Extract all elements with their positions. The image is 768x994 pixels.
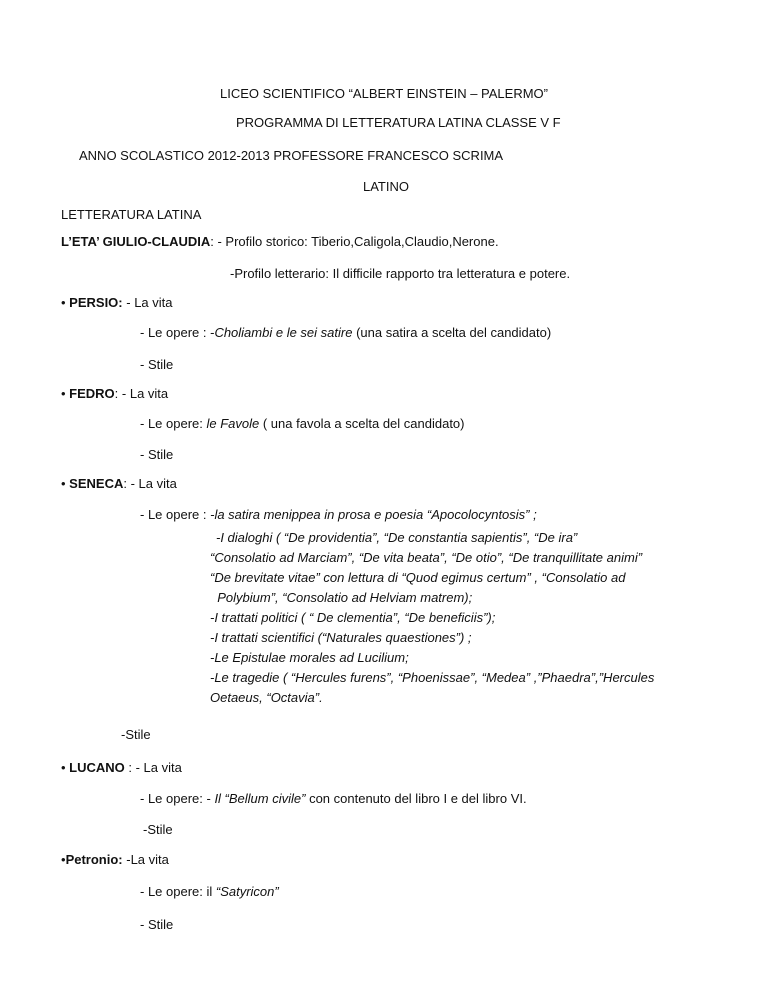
work-title: “Satyricon” bbox=[215, 884, 279, 899]
vita-item: : - La vita bbox=[123, 476, 177, 491]
opere-item: - Le opere: il “Satyricon” bbox=[140, 884, 279, 899]
bullet: • bbox=[61, 295, 70, 310]
work-line: -I trattati politici ( “ De clementia”, “De beneficiis”); bbox=[210, 610, 496, 625]
work-line: -I trattati scientifici (“Naturales quaestiones”) ; bbox=[210, 630, 472, 645]
author-lucano bbox=[61, 760, 182, 776]
author-persio bbox=[61, 295, 173, 311]
bullet: • bbox=[61, 386, 70, 401]
year-header: ANNO SCOLASTICO 2012-2013 PROFESSORE FRANCESCO SCRIMA bbox=[79, 148, 504, 163]
author-fedro bbox=[61, 386, 168, 402]
bullet: • bbox=[61, 476, 70, 491]
author-seneca bbox=[61, 476, 177, 492]
era-line bbox=[61, 234, 499, 250]
vita-item: : - La vita bbox=[114, 386, 169, 401]
work-line: -la satira menippea in prosa e poesia “Apocolocyntosis” ; bbox=[210, 507, 537, 522]
vita-item: : - La vita bbox=[124, 760, 182, 775]
work-line: “De brevitate vitae” con lettura di “Quod egimus certum” , “Consolatio ad bbox=[210, 570, 626, 585]
stile-item: - Stile bbox=[140, 447, 174, 462]
bullet: • bbox=[61, 760, 70, 775]
work-line: -I dialoghi ( “De providentia”, “De constantia sapientis”, “De ira” bbox=[216, 530, 578, 545]
era-historical: : - Profilo storico: Tiberio,Caligola,Claudio,Nerone. bbox=[210, 234, 499, 249]
author-name: Petronio: bbox=[65, 852, 123, 867]
work-title: le Favole bbox=[206, 416, 260, 431]
work-line: -Le Epistulae morales ad Lucilium; bbox=[210, 650, 409, 665]
author-name: LUCANO bbox=[69, 760, 125, 775]
author-name: SENECA bbox=[69, 476, 124, 491]
era-label: L’ETA’ GIULIO-CLAUDIA bbox=[61, 234, 211, 249]
opere-item: - Le opere : -la satira menippea in prosa e poesia “Apocolocyntosis” ; bbox=[140, 507, 537, 522]
program-header: PROGRAMMA DI LETTERATURA LATINA CLASSE V F bbox=[236, 115, 561, 130]
era-literary: -Profilo letterario: Il difficile rapporto tra letteratura e potere. bbox=[230, 266, 571, 281]
section-title: LETTERATURA LATINA bbox=[61, 207, 202, 222]
bullet: • bbox=[61, 852, 66, 867]
vita-item: - La vita bbox=[122, 295, 173, 310]
author-name: PERSIO: bbox=[69, 295, 123, 310]
school-header: LICEO SCIENTIFICO “ALBERT EINSTEIN – PALERMO” bbox=[220, 86, 548, 101]
stile-item: -Stile bbox=[121, 727, 151, 742]
work-line: Polybium”, “Consolatio ad Helviam matrem); bbox=[210, 590, 473, 605]
work-title: Choliambi e le sei satire bbox=[214, 325, 353, 340]
work-line: “Consolatio ad Marciam”, “De vita beata”, “De otio”, “De tranquillitate animi” bbox=[210, 550, 643, 565]
work-line: Oetaeus, “Octavia”. bbox=[210, 690, 323, 705]
work-title: Il “Bellum civile” bbox=[214, 791, 306, 806]
author-petronio bbox=[61, 852, 169, 868]
stile-item: - Stile bbox=[140, 917, 174, 932]
author-name: FEDRO bbox=[69, 386, 115, 401]
vita-item: -La vita bbox=[122, 852, 169, 867]
subject-header: LATINO bbox=[363, 179, 409, 194]
opere-item: - Le opere : -Choliambi e le sei satire (una satira a scelta del candidato) bbox=[140, 325, 552, 340]
opere-item: - Le opere: - Il “Bellum civile” con contenuto del libro I e del libro VI. bbox=[140, 791, 527, 806]
work-line: -Le tragedie ( “Hercules furens”, “Phoenissae”, “Medea” ,”Phaedra”,”Hercules bbox=[210, 670, 655, 685]
opere-item: - Le opere: le Favole ( una favola a scelta del candidato) bbox=[140, 416, 465, 431]
stile-item: - Stile bbox=[140, 357, 174, 372]
stile-item: -Stile bbox=[143, 822, 173, 837]
